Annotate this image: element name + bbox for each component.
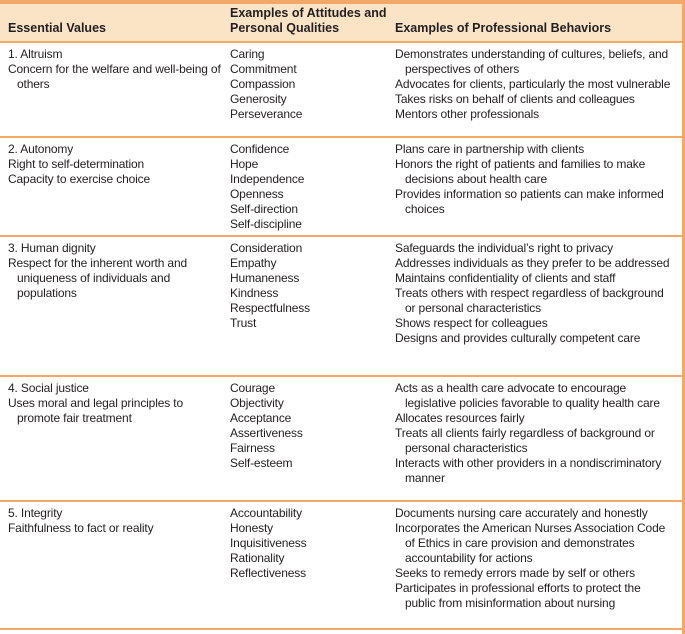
value-description-line: Capacity to exercise choice — [8, 172, 151, 186]
table-row — [0, 377, 685, 502]
behavior-item: Maintains confidentiality of clients and staff — [395, 271, 616, 285]
qualities-cell — [230, 241, 395, 375]
behaviors-cell — [395, 142, 681, 235]
quality-item: Courage — [230, 381, 275, 395]
essential-value-cell — [8, 47, 230, 136]
quality-item: Caring — [230, 47, 265, 61]
quality-item: Self-esteem — [230, 456, 293, 470]
quality-item: Hope — [230, 157, 259, 171]
value-title: 2. Autonomy — [8, 142, 74, 156]
behavior-item: Mentors other professionals — [395, 107, 540, 121]
quality-item: Assertiveness — [230, 426, 303, 440]
qualities-cell — [230, 142, 395, 235]
behavior-item: Designs and provides culturally competent care — [395, 331, 641, 345]
quality-item: Empathy — [230, 256, 277, 270]
value-description — [8, 396, 222, 426]
quality-item: Confidence — [230, 142, 290, 156]
behaviors-cell — [395, 506, 681, 628]
quality-item: Compassion — [230, 77, 296, 91]
behavior-item: Treats others with respect regardless of background or personal characteristics — [395, 286, 664, 315]
value-description-line: Right to self-determination — [8, 157, 145, 171]
quality-item: Self-discipline — [230, 217, 302, 231]
behavior-item: Safeguards the individual’s right to privacy — [395, 241, 613, 255]
behavior-item: Demonstrates understanding of cultures, beliefs, and perspectives of others — [395, 47, 669, 76]
behavior-item: Seeks to remedy errors made by self or others — [395, 566, 636, 580]
quality-item: Perseverance — [230, 107, 303, 121]
behaviors-cell — [395, 241, 681, 375]
header-essential-values: Essential Values — [8, 21, 106, 35]
quality-item: Generosity — [230, 92, 287, 106]
table-row — [0, 43, 685, 138]
quality-item: Rationality — [230, 551, 285, 565]
behavior-item: Incorporates the American Nurses Association Code of Ethics in care provision and demonstrates accountability for actions — [395, 521, 666, 565]
behavior-item: Takes risks on behalf of clients and colleagues — [395, 92, 635, 106]
behavior-item: Advocates for clients, particularly the most vulnerable — [395, 77, 671, 91]
qualities-cell — [230, 381, 395, 500]
quality-item: Humaneness — [230, 271, 300, 285]
value-description — [8, 521, 222, 536]
behavior-item: Allocates resources fairly — [395, 411, 525, 425]
value-description-line: Concern for the welfare and well-being of others — [8, 62, 221, 91]
qualities-cell — [230, 47, 395, 136]
behavior-item: Plans care in partnership with clients — [395, 142, 585, 156]
table-row — [0, 502, 685, 630]
quality-item: Inquisitiveness — [230, 536, 307, 550]
behavior-item: Shows respect for colleagues — [395, 316, 548, 330]
behaviors-cell — [395, 381, 681, 500]
quality-item: Objectivity — [230, 396, 284, 410]
table-row — [0, 138, 685, 237]
essential-value-cell — [8, 506, 230, 628]
behavior-item: Honors the right of patients and families to make decisions about health care — [395, 157, 646, 186]
behavior-item: Participates in professional efforts to protect the public from misinformation about nursing — [395, 581, 641, 610]
quality-item: Accountability — [230, 506, 302, 520]
essential-value-cell — [8, 381, 230, 500]
value-description-line: Uses moral and legal principles to promote fair treatment — [8, 396, 183, 425]
header-professional-behaviors: Examples of Professional Behaviors — [395, 21, 612, 35]
value-description — [8, 256, 222, 301]
essential-value-cell — [8, 142, 230, 235]
value-title: 3. Human dignity — [8, 241, 96, 255]
quality-item: Trust — [230, 316, 257, 330]
table-header-row — [0, 0, 685, 43]
behavior-item: Interacts with other providers in a nondiscriminatory manner — [395, 456, 662, 485]
quality-item: Self-direction — [230, 202, 298, 216]
value-description — [8, 157, 222, 187]
value-description-line: Respect for the inherent worth and uniqueness of individuals and populations — [8, 256, 188, 300]
header-attitudes-personal-qualities: Examples of Attitudes and Personal Qualities — [230, 6, 387, 35]
value-title: 5. Integrity — [8, 506, 63, 520]
behaviors-cell — [395, 47, 681, 136]
value-title: 4. Social justice — [8, 381, 89, 395]
quality-item: Respectfulness — [230, 301, 310, 315]
quality-item: Fairness — [230, 441, 275, 455]
value-description — [8, 62, 222, 92]
quality-item: Openness — [230, 187, 284, 201]
quality-item: Commitment — [230, 62, 297, 76]
table-row — [0, 237, 685, 377]
quality-item: Honesty — [230, 521, 273, 535]
value-title: 1. Altruism — [8, 47, 63, 61]
behavior-item: Treats all clients fairly regardless of background or personal characteristics — [395, 426, 655, 455]
value-description-line: Faithfulness to fact or reality — [8, 521, 154, 535]
quality-item: Kindness — [230, 286, 279, 300]
quality-item: Independence — [230, 172, 305, 186]
behavior-item: Provides information so patients can make informed choices — [395, 187, 664, 216]
behavior-item: Addresses individuals as they prefer to be addressed — [395, 256, 670, 270]
quality-item: Acceptance — [230, 411, 292, 425]
qualities-cell — [230, 506, 395, 628]
quality-item: Consideration — [230, 241, 303, 255]
behavior-item: Documents nursing care accurately and honestly — [395, 506, 648, 520]
quality-item: Reflectiveness — [230, 566, 306, 580]
behavior-item: Acts as a health care advocate to encourage legislative policies favorable to quality health care — [395, 381, 660, 410]
essential-value-cell — [8, 241, 230, 375]
